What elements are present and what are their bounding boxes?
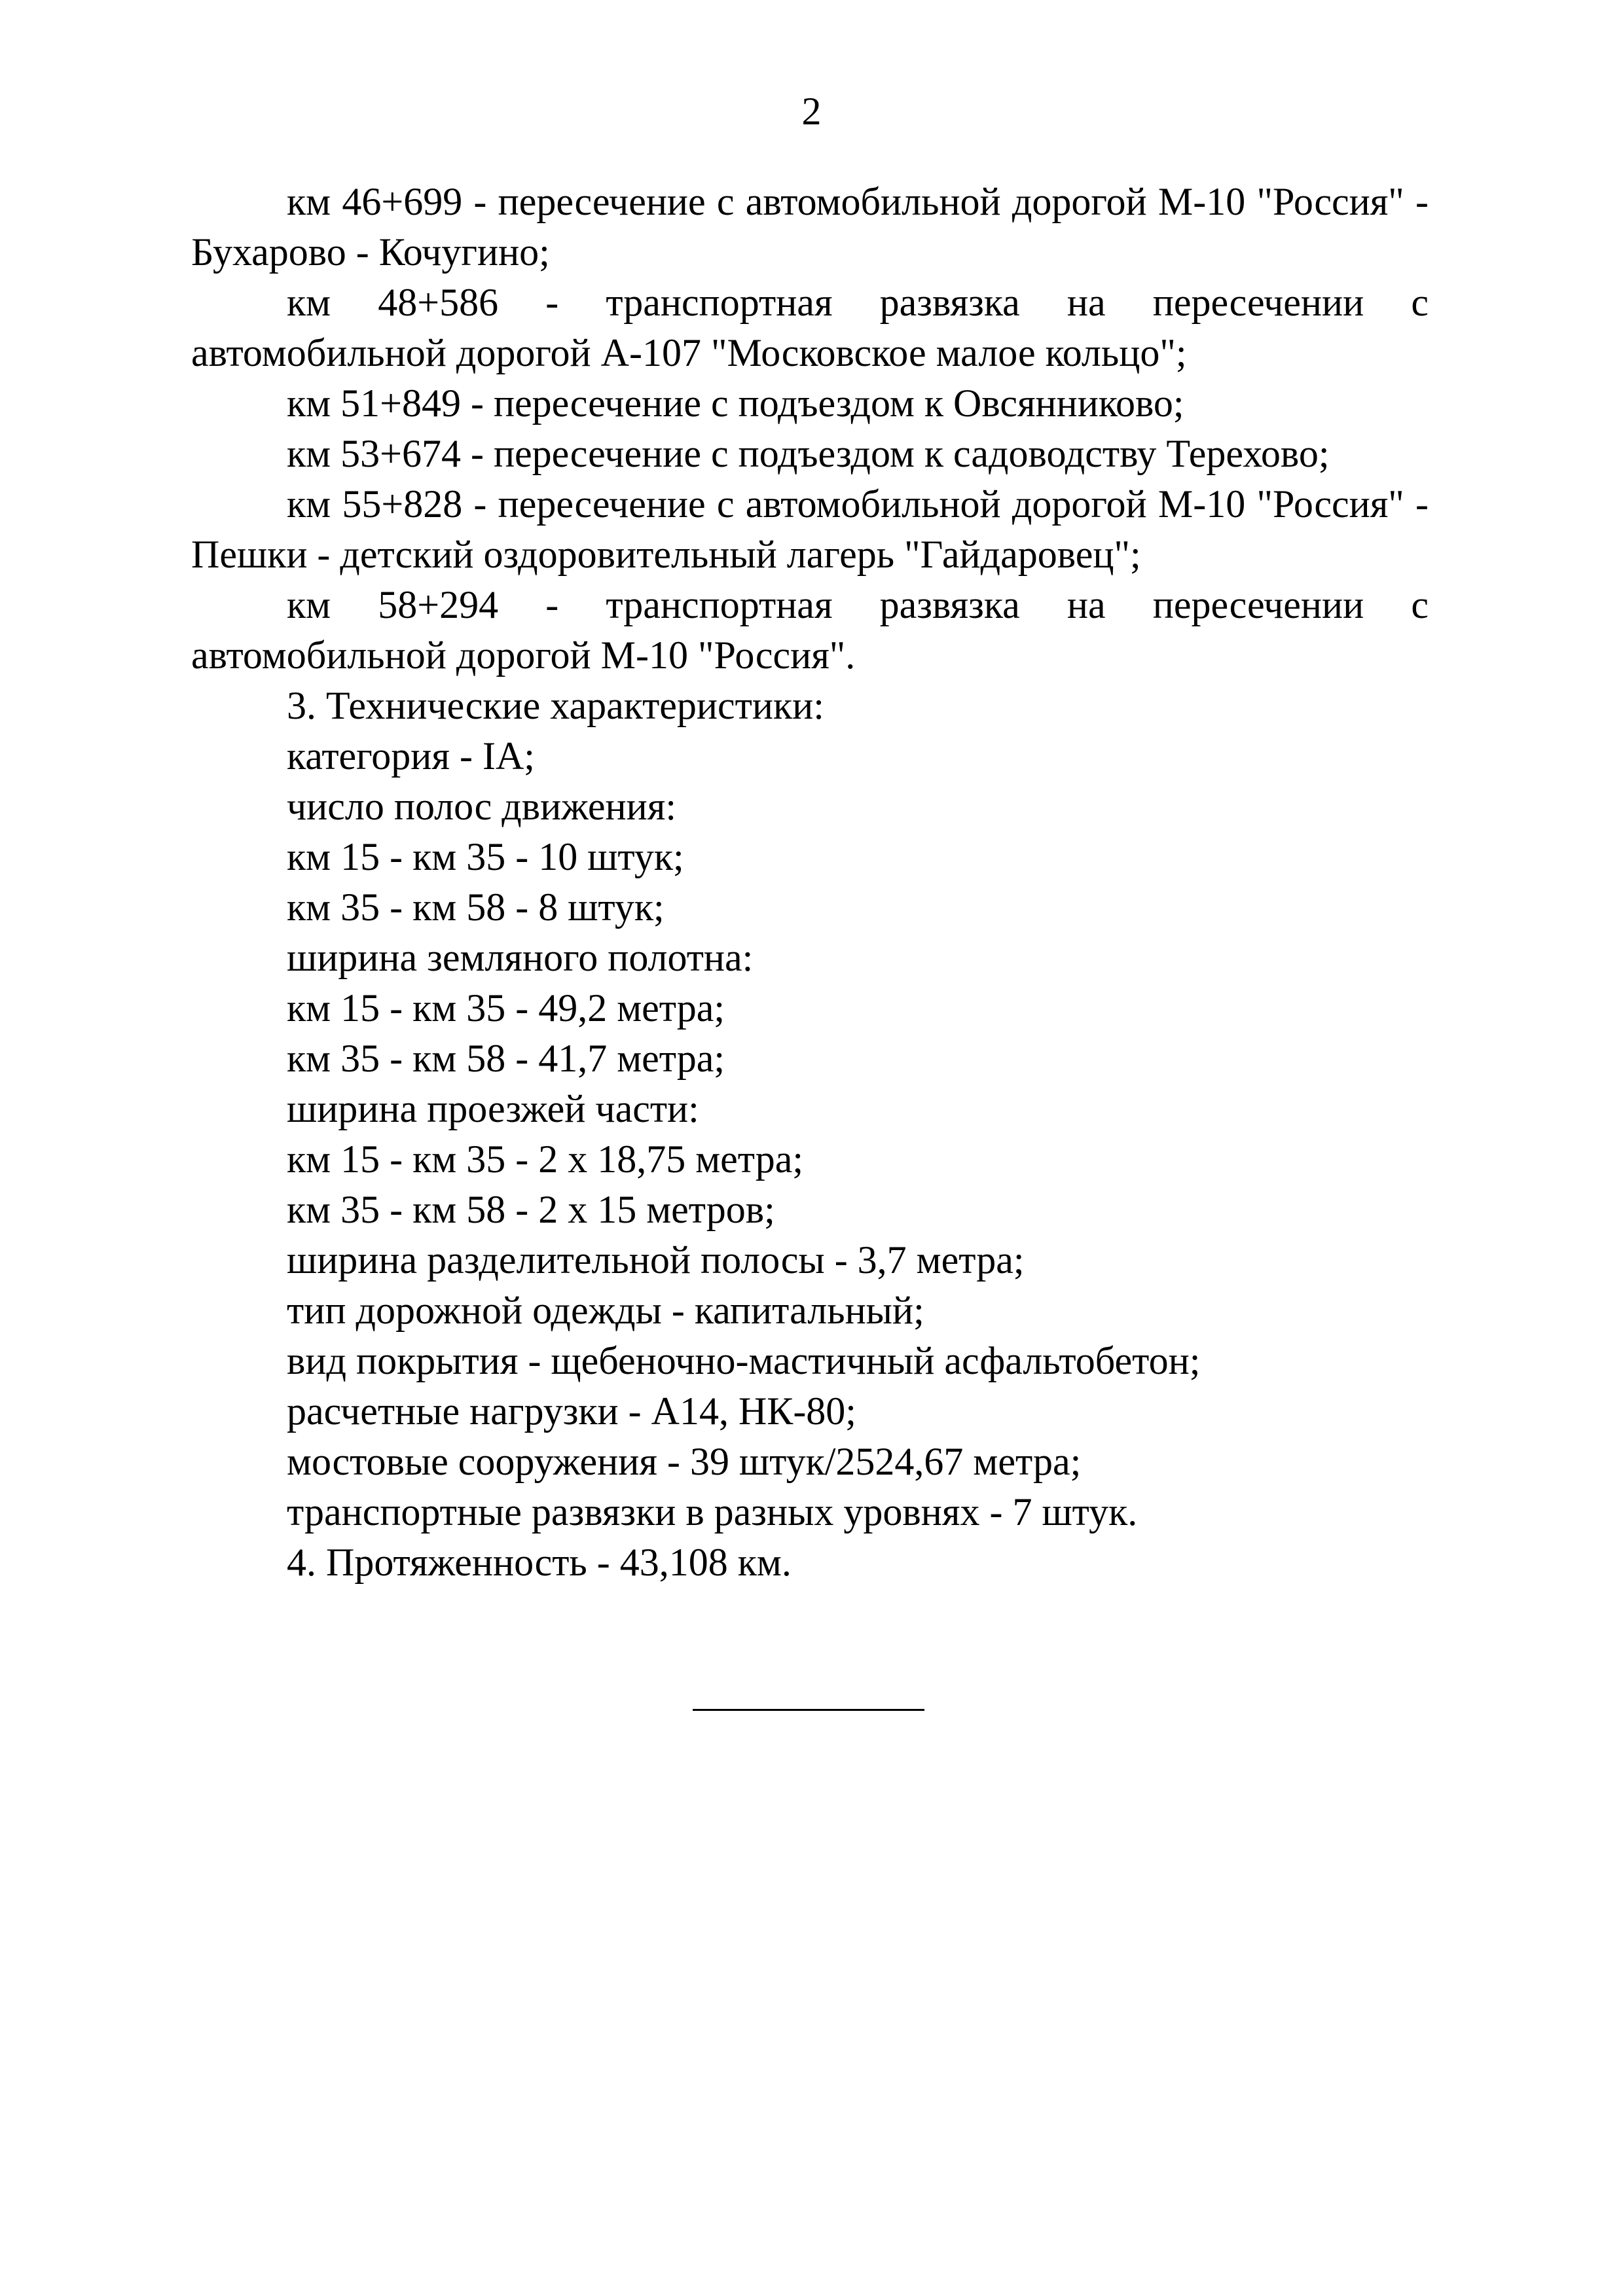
intersection-item: км 51+849 - пересечение с подъездом к Овсянниково;	[287, 382, 1184, 425]
intersection-item: км 48+586 - транспортная развязка на пересечении с автомобильной дорогой А-107 "Московское малое кольцо";	[191, 281, 1429, 374]
tech-line: км 15 - км 35 - 2 х 18,75 метра;	[287, 1138, 804, 1181]
tech-line: км 15 - км 35 - 10 штук;	[287, 835, 684, 878]
tech-line: тип дорожной одежды - капитальный;	[287, 1289, 924, 1332]
section-length: 4. Протяженность - 43,108 км.	[287, 1541, 792, 1584]
end-divider	[693, 1709, 924, 1711]
tech-line: ширина проезжей части:	[287, 1087, 699, 1130]
tech-line: категория - IА;	[287, 734, 535, 778]
tech-line: транспортные развязки в разных уровнях - 7 штук.	[287, 1490, 1138, 1534]
tech-line: мостовые сооружения - 39 штук/2524,67 метра;	[287, 1440, 1082, 1483]
tech-line: км 35 - км 58 - 41,7 метра;	[287, 1037, 725, 1080]
tech-line: расчетные нагрузки - А14, НК-80;	[287, 1390, 856, 1433]
document-body	[191, 177, 1429, 1588]
page-number: 2	[801, 90, 822, 133]
intersection-item: км 58+294 - транспортная развязка на пересечении с автомобильной дорогой М-10 "Россия".	[191, 583, 1429, 677]
intersection-item: км 55+828 - пересечение с автомобильной дорогой М-10 "Россия" - Пешки - детский оздоровительный лагерь "Гайдаровец";	[191, 482, 1429, 576]
tech-line: км 35 - км 58 - 2 х 15 метров;	[287, 1188, 775, 1231]
tech-line: ширина земляного полотна:	[287, 936, 754, 979]
tech-line: вид покрытия - щебеночно-мастичный асфальтобетон;	[287, 1339, 1201, 1382]
tech-line: км 35 - км 58 - 8 штук;	[287, 886, 665, 929]
tech-line: число полос движения:	[287, 785, 676, 828]
intersection-item: км 46+699 - пересечение с автомобильной дорогой М-10 "Россия" - Бухарово - Кочугино;	[191, 180, 1429, 274]
tech-line: км 15 - км 35 - 49,2 метра;	[287, 986, 725, 1030]
section-heading-technical: 3. Технические характеристики:	[287, 684, 824, 727]
intersection-item: км 53+674 - пересечение с подъездом к садоводству Терехово;	[287, 432, 1330, 475]
tech-line: ширина разделительной полосы - 3,7 метра;	[287, 1238, 1025, 1282]
